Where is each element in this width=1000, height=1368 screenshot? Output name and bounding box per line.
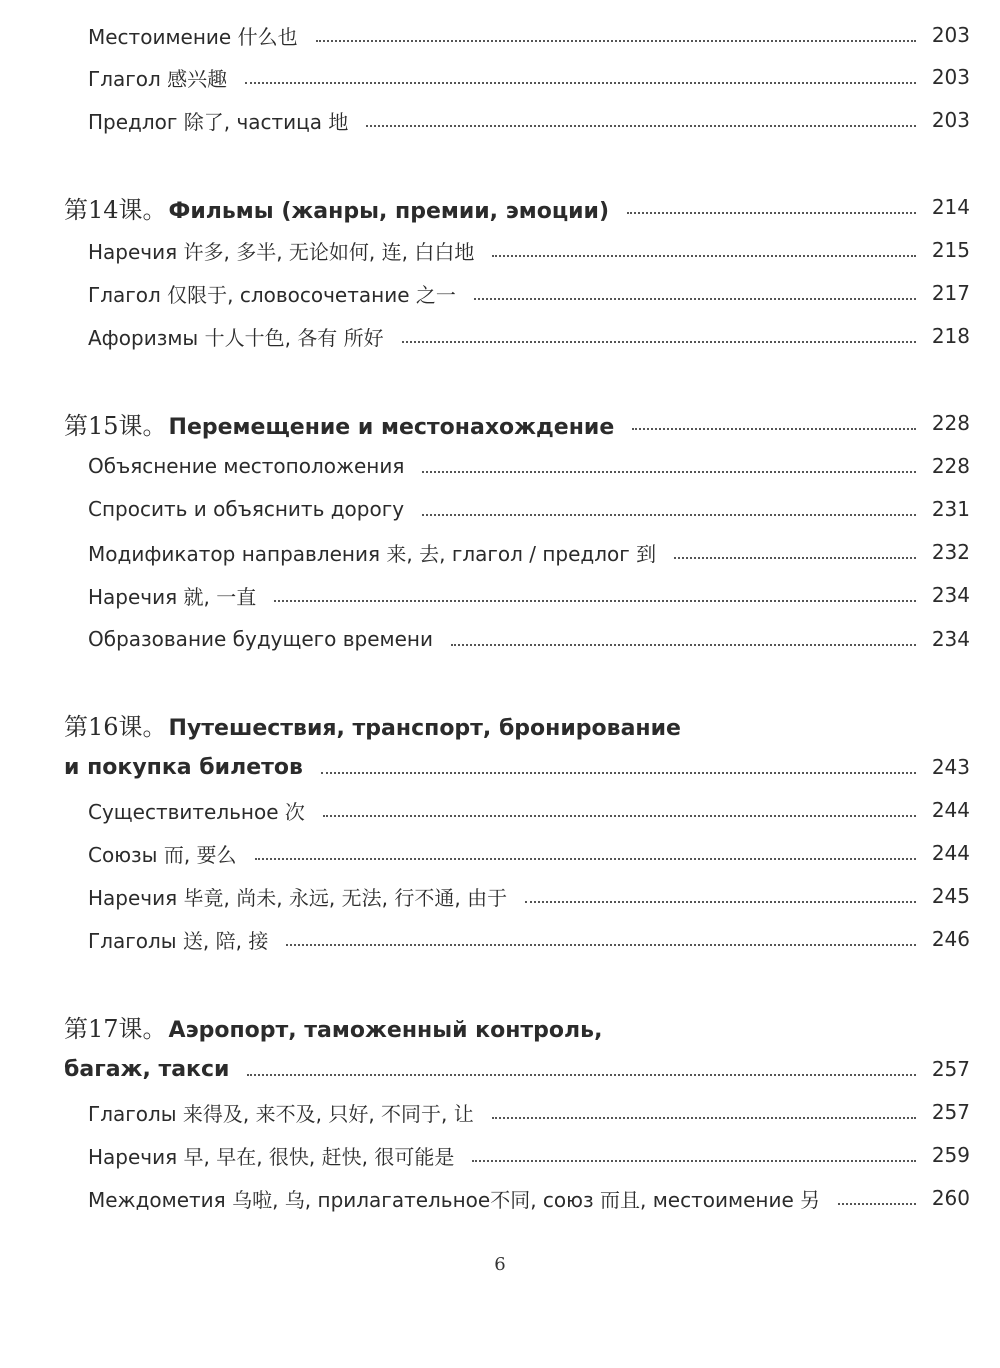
dot-leader xyxy=(472,1160,916,1162)
toc-entry-page: 215 xyxy=(931,238,970,262)
toc-entry-title: Модификатор направления 来, 去, глагол / предлог 到 xyxy=(88,541,657,566)
toc-entry xyxy=(88,230,970,270)
toc-lesson-heading xyxy=(64,187,970,227)
lesson-title-text: Фильмы (жанры, премии, эмоции) xyxy=(168,198,610,224)
toc-entry-page: 244 xyxy=(931,841,970,865)
toc-entry-page: 234 xyxy=(931,583,970,607)
lesson-number: 第15课。 xyxy=(64,411,167,440)
lesson-number: 第14课。 xyxy=(64,195,167,224)
toc-entry xyxy=(88,833,970,873)
lesson-title-text: багаж, такси xyxy=(64,1056,230,1082)
toc-entry-page: 246 xyxy=(931,927,970,951)
toc-lesson-heading xyxy=(64,1006,970,1046)
toc-entry-page: 244 xyxy=(931,798,970,822)
toc-entry-page: 232 xyxy=(931,540,970,564)
toc-lesson-heading xyxy=(64,704,970,744)
toc-entry-page: 231 xyxy=(931,497,970,521)
toc-entry xyxy=(88,790,970,830)
toc-entry xyxy=(88,100,970,140)
dot-leader xyxy=(274,600,916,602)
lesson-title-text: Путешествия, транспорт, бронирование xyxy=(168,715,681,741)
dot-leader xyxy=(366,125,916,127)
dot-leader xyxy=(247,1074,916,1076)
toc-lesson-title xyxy=(64,190,609,225)
toc-entry-title: Наречия 就, 一直 xyxy=(88,584,257,609)
toc-entry-title: Объяснение местоположения xyxy=(88,454,405,478)
lesson-number: 第17课。 xyxy=(64,1014,167,1043)
dot-leader xyxy=(492,1117,916,1119)
toc-entry xyxy=(88,316,970,356)
toc-lesson-title xyxy=(64,406,614,441)
toc-entry xyxy=(88,575,970,615)
toc-entry-title: Глаголы 来得及, 来不及, 只好, 不同于, 让 xyxy=(88,1101,474,1126)
toc-entry xyxy=(88,1135,970,1175)
toc-entry xyxy=(88,532,970,572)
toc-lesson-heading-continuation xyxy=(64,747,970,787)
lesson-title-text: Перемещение и местонахождение xyxy=(168,414,615,440)
dot-leader xyxy=(674,557,916,559)
dot-leader xyxy=(525,901,916,903)
dot-leader xyxy=(321,772,916,774)
toc-entry-page: 203 xyxy=(931,65,970,89)
dot-leader xyxy=(402,341,916,343)
dot-leader xyxy=(316,40,916,42)
toc-entry-page: 214 xyxy=(931,195,970,219)
toc-entry xyxy=(88,1178,970,1218)
dot-leader xyxy=(451,644,916,646)
toc-entry-title: Существительное 次 xyxy=(88,799,305,824)
toc-entry xyxy=(88,57,970,97)
toc-entry xyxy=(88,15,970,55)
dot-leader xyxy=(627,212,916,214)
dot-leader xyxy=(255,858,916,860)
dot-leader xyxy=(474,298,916,300)
lesson-title-text: и покупка билетов xyxy=(64,754,303,780)
toc-entry-title: Спросить и объяснить дорогу xyxy=(88,497,405,521)
toc-entry-title: Афоризмы 十人十色, 各有 所好 xyxy=(88,325,384,350)
toc-entry-page: 217 xyxy=(931,281,970,305)
toc-entry-page: 203 xyxy=(931,108,970,132)
dot-leader xyxy=(422,471,916,473)
lesson-title-text: Аэропорт, таможенный контроль, xyxy=(168,1017,603,1043)
toc-lesson-title xyxy=(64,1009,970,1044)
toc-entry-page: 259 xyxy=(931,1143,970,1167)
toc-entry xyxy=(88,489,970,529)
page-number: 6 xyxy=(494,1254,506,1275)
toc-entry-page: 228 xyxy=(931,411,970,435)
dot-leader xyxy=(323,815,916,817)
dot-leader xyxy=(286,944,916,946)
toc-entry-page: 257 xyxy=(931,1057,970,1081)
toc-entry-page: 257 xyxy=(931,1100,970,1124)
toc-entry-title: Предлог 除了, частица 地 xyxy=(88,109,349,134)
toc-entry-page: 243 xyxy=(931,755,970,779)
toc-entry-title: Наречия 毕竟, 尚未, 永远, 无法, 行不通, 由于 xyxy=(88,885,508,910)
toc-entry-title: Глагол 感兴趣 xyxy=(88,66,228,91)
toc-entry xyxy=(88,1092,970,1132)
toc-entry xyxy=(88,876,970,916)
toc-entry-title: Наречия 早, 早在, 很快, 赶快, 很可能是 xyxy=(88,1144,455,1169)
toc-entry-title: Наречия 许多, 多半, 无论如何, 连, 白白地 xyxy=(88,239,475,264)
toc-entry xyxy=(88,273,970,313)
dot-leader xyxy=(245,82,916,84)
toc-lesson-heading-continuation xyxy=(64,1049,970,1089)
dot-leader xyxy=(422,514,916,516)
toc-entry-title: Глаголы 送, 陪, 接 xyxy=(88,928,269,953)
toc-entry-page: 203 xyxy=(931,23,970,47)
toc-entry-title: Союзы 而, 要么 xyxy=(88,842,237,867)
toc-entry-title: Местоимение 什么也 xyxy=(88,24,298,49)
toc-lesson-heading xyxy=(64,403,970,443)
toc-entry-title: Глагол 仅限于, словосочетание 之一 xyxy=(88,282,456,307)
dot-leader xyxy=(838,1203,916,1205)
toc-entry-page: 245 xyxy=(931,884,970,908)
toc-entry xyxy=(88,446,970,486)
toc-entry xyxy=(88,619,970,659)
dot-leader xyxy=(492,255,916,257)
toc-entry xyxy=(88,919,970,959)
toc-entry-title: Образование будущего времени xyxy=(88,627,434,651)
toc-entry-page: 234 xyxy=(931,627,970,651)
toc-lesson-title xyxy=(64,707,970,742)
lesson-number: 第16课。 xyxy=(64,712,167,741)
toc-entry-title: Междометия 乌啦, 乌, прилагательное不同, союз 而且, местоимение 另 xyxy=(88,1187,821,1212)
toc-entry-page: 260 xyxy=(931,1186,970,1210)
toc-entry-page: 218 xyxy=(931,324,970,348)
dot-leader xyxy=(632,428,916,430)
toc-entry-page: 228 xyxy=(931,454,970,478)
